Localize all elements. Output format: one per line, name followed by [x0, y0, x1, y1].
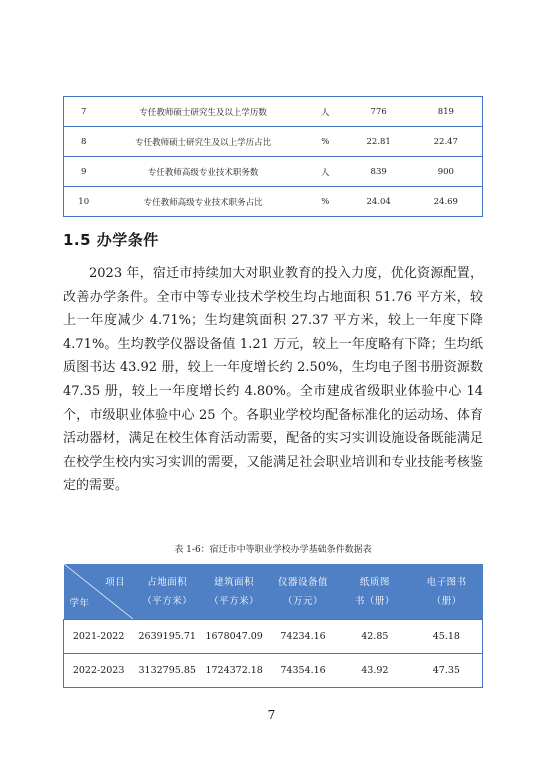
table-caption: 表 1-6：宿迁市中等职业学校办学基础条件数据表: [174, 545, 372, 555]
header-building-area: 建筑面积 （平方米）: [201, 564, 267, 620]
building-area-value: 1724372.18: [201, 654, 267, 688]
building-area-value: 1678047.09: [201, 620, 267, 654]
value-prev: 839: [348, 157, 410, 187]
indicator-name: 专任教师高级专业技术职务数: [103, 157, 302, 187]
school-conditions-table: [63, 564, 483, 688]
unit: 人: [303, 157, 348, 187]
table-row: [64, 97, 483, 127]
row-number: 8: [64, 127, 104, 157]
header-e-books: 电子图书 （册）: [411, 564, 483, 620]
header-land-area: 占地面积 （平方米）: [133, 564, 201, 620]
value-prev: 24.04: [348, 187, 410, 217]
indicator-name: 专任教师高级专业技术职务占比: [103, 187, 302, 217]
land-area-value: 2639195.71: [133, 620, 201, 654]
value-curr: 22.47: [410, 127, 483, 157]
value-curr: 819: [410, 97, 483, 127]
header-paper-books: 纸质图 书（册）: [339, 564, 411, 620]
unit: %: [303, 187, 348, 217]
equipment-value: 74234.16: [267, 620, 339, 654]
body-paragraph: 2023 年，宿迁市持续加大对职业教育的投入力度，优化资源配置，改善办学条件。全市中等专业技术学校生均占地面积 51.76 平方米，较上一年度减少 4.71%；生均建筑面积 27.37 平方米，较上一年度下降 4.71%。生均教学仪器设备值 1.21 万元，较上一年度略有下降；生均纸质图书达 43.92 册，较上一年度增长约 2.50%，生均电子图书册资源数 47.35 册，较上一年度增长约 4.80%。全市建成省级职业体验中心 14 个，市级职业体验中心 25 个。各职业学校均配备标准化的运动场、体育活动器材，满足在校生体育活动需要，配备的实习实训设施设备既能满足在校学生校内实习实训的需要，又能满足社会职业培训和专业技能考核鉴定的需要。: [63, 266, 483, 494]
e-books-value: 45.18: [411, 620, 483, 654]
paper-books-value: 42.85: [339, 620, 411, 654]
table-row: [64, 127, 483, 157]
e-books-value: 47.35: [411, 654, 483, 688]
table-row: [64, 620, 483, 654]
paper-books-value: 43.92: [339, 654, 411, 688]
school-year: 2022-2023: [64, 654, 134, 688]
school-year: 2021-2022: [64, 620, 134, 654]
unit: %: [303, 127, 348, 157]
diagonal-header-cell: [64, 564, 134, 620]
value-prev: 22.81: [348, 127, 410, 157]
row-number: 7: [64, 97, 104, 127]
header-equipment-value: 仪器设备值 （万元）: [267, 564, 339, 620]
value-curr: 900: [410, 157, 483, 187]
corner-label-year: 学年: [69, 598, 90, 609]
unit: 人: [303, 97, 348, 127]
equipment-value: 74354.16: [267, 654, 339, 688]
table-row: [64, 654, 483, 688]
indicator-name: 专任教师硕士研究生及以上学历占比: [103, 127, 302, 157]
value-curr: 24.69: [410, 187, 483, 217]
corner-label-item: 项目: [105, 577, 126, 588]
value-prev: 776: [348, 97, 410, 127]
indicator-name: 专任教师硕士研究生及以上学历数: [103, 97, 302, 127]
table-row: [64, 157, 483, 187]
header-row: [64, 564, 483, 620]
page-number: 7: [267, 708, 276, 722]
teacher-stats-table: [63, 96, 483, 217]
land-area-value: 3132795.85: [133, 654, 201, 688]
section-heading: 1.5 办学条件: [63, 231, 159, 249]
table-row: [64, 187, 483, 217]
row-number: 10: [64, 187, 104, 217]
row-number: 9: [64, 157, 104, 187]
